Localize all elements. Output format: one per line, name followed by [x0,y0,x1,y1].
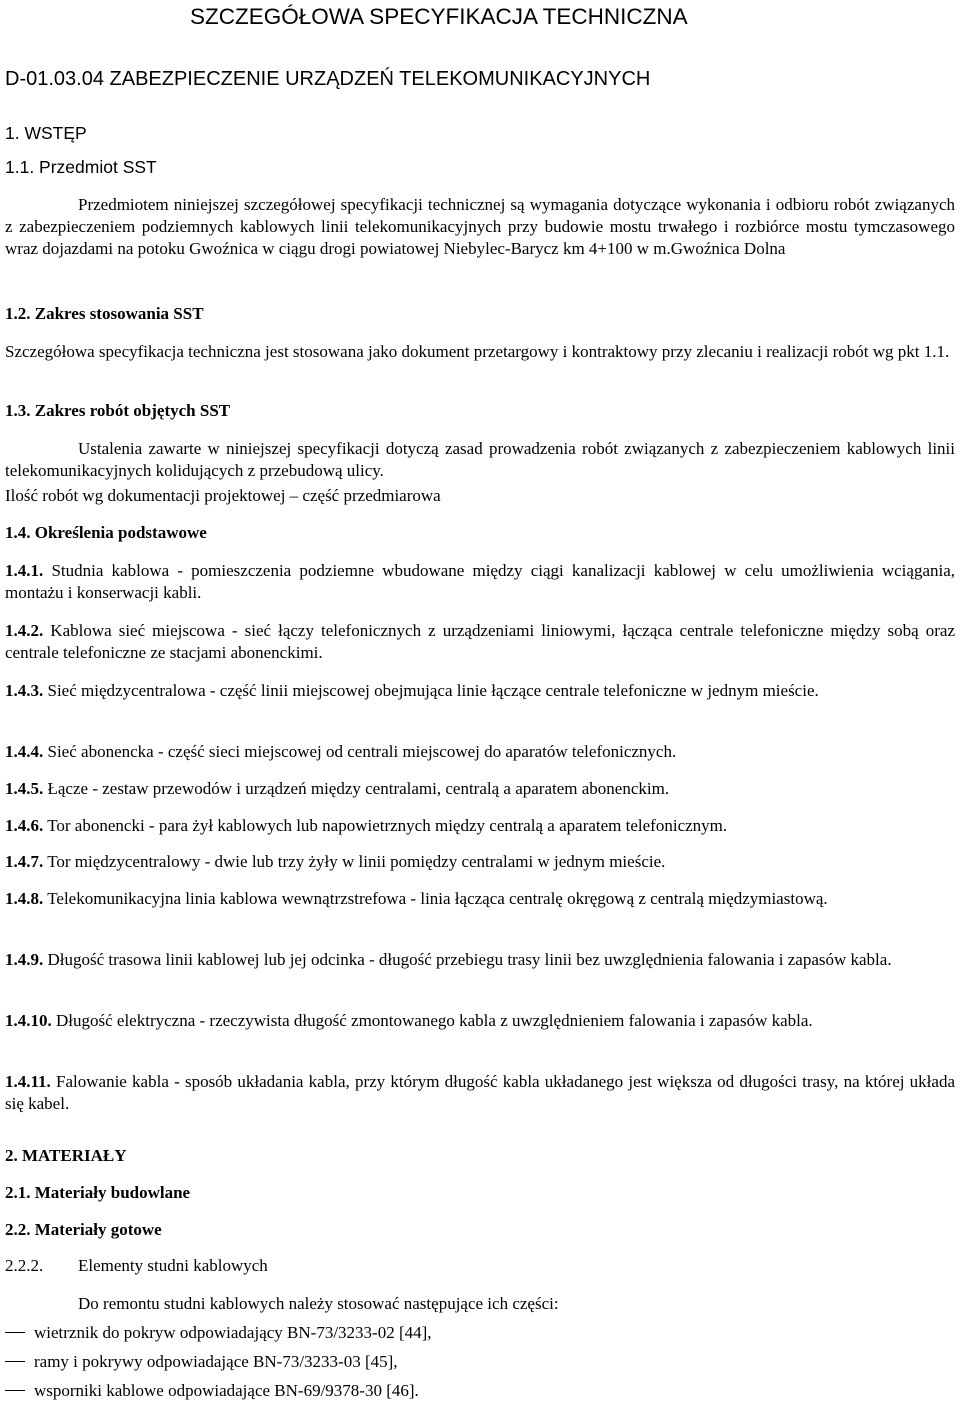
section-2-2-2-intro: Do remontu studni kablowych należy stosować następujące ich części: [78,1294,559,1313]
definition-text: Sieć abonencka - część sieci miejscowej od centrali miejscowej do aparatów telefonicznych. [47,742,677,761]
definition-text: Tor abonencki - para żył kablowych lub napowietrznych między centralą a aparatem telefonicznym. [47,816,728,835]
document-title: SZCZEGÓŁOWA SPECYFIKACJA TECHNICZNA [190,4,688,29]
definition-number: 1.4.3. [5,681,44,700]
definition-number: 1.4.8. [5,889,44,908]
section-1-3-quantity-text: Ilość robót wg dokumentacji projektowej – część przedmiarowa [5,486,441,505]
definition-item [5,778,955,800]
definition-item [5,741,955,763]
dash-bullet-icon [5,1361,25,1362]
section-2-heading: 2. MATERIAŁY [5,1146,127,1165]
definition-item [5,815,955,837]
definition-text: Falowanie kabla - sposób układania kabla, przy którym długość kabla układanego jest większa od długości trasy, na której układa się kabel. [5,1072,956,1113]
section-2-2-2-number: 2.2.2. [5,1256,44,1275]
list-item: wietrznik do pokryw odpowiadający BN-73/3233-02 [44], [34,1323,432,1342]
spec-code-heading: D-01.03.04 ZABEZPIECZENIE URZĄDZEŃ TELEKOMUNIKACYJNYCH [5,68,651,90]
section-1-heading: 1. WSTĘP [5,123,87,143]
section-1-1-text: Przedmiotem niniejszej szczegółowej specyfikacji technicznej są wymagania dotyczące wykonania i odbioru robót związanych z zabezpieczeniem podziemnych kablowych linii telekomunikacyjnych przy budowie mostu trwałego i rozbiórce mostu tymczasowego wraz dojazdami na potoku Gwoźnica w ciągu drogi powiatowej Niebylec-Barycz km 4+100 w m.Gwoźnica Dolna [5,195,955,258]
section-2-2-heading: 2.2. Materiały gotowe [5,1220,162,1239]
definition-item [5,620,955,664]
dash-bullet-icon [5,1332,25,1333]
definition-item [5,1071,955,1115]
definition-text: Kablowa sieć miejscowa - sieć łączy telefonicznych z urządzeniami liniowymi, łącząca centrale telefoniczne między sobą oraz centrale telefoniczne ze stacjami abonenckimi. [5,621,955,662]
definition-text: Telekomunikacyjna linia kablowa wewnątrzstrefowa - linia łącząca centralę okręgową z centralą międzymiastową. [47,889,828,908]
definition-text: Łącze - zestaw przewodów i urządzeń między centralami, centralą a aparatem abonenckim. [47,779,670,798]
definition-item [5,949,955,971]
section-1-1-heading: 1.1. Przedmiot SST [5,157,157,177]
definition-item [5,1010,955,1032]
definition-number: 1.4.4. [5,742,44,761]
list-item: wsporniki kablowe odpowiadające BN-69/9378-30 [46]. [34,1381,419,1400]
definition-number: 1.4.6. [5,816,44,835]
definition-text: Studnia kablowa - pomieszczenia podziemne wbudowane między ciągi kanalizacji kablowej w celu umożliwienia wciągania, montażu i konserwacji kabli. [5,561,956,602]
definition-number: 1.4.11. [5,1072,51,1091]
definition-item [5,851,955,873]
definition-text: Długość trasowa linii kablowej lub jej odcinka - długość przebiegu trasy linii bez uwzględnienia falowania i zapasów kabla. [47,950,892,969]
section-1-2-heading: 1.2. Zakres stosowania SST [5,304,204,323]
definition-text: Tor międzycentralowy - dwie lub trzy żyły w linii pomiędzy centralami w jednym mieście. [47,852,666,871]
definition-number: 1.4.9. [5,950,44,969]
section-2-2-2-title: Elementy studni kablowych [78,1256,268,1275]
definition-number: 1.4.10. [5,1011,52,1030]
definition-number: 1.4.5. [5,779,44,798]
section-1-3-text: Ustalenia zawarte w niniejszej specyfikacji dotyczą zasad prowadzenia robót związanych z zabezpieczeniem kablowych linii telekomunikacyjnych kolidujących z przebudową ulicy. [5,439,955,480]
list-item: ramy i pokrywy odpowiadające BN-73/3233-03 [45], [34,1352,398,1371]
section-2-1-heading: 2.1. Materiały budowlane [5,1183,191,1202]
section-1-3-heading: 1.3. Zakres robót objętych SST [5,401,231,420]
section-1-4-heading: 1.4. Określenia podstawowe [5,523,207,542]
definition-number: 1.4.2. [5,621,44,640]
definition-text: Długość elektryczna - rzeczywista długość zmontowanego kabla z uwzględnieniem falowania i zapasów kabla. [56,1011,813,1030]
definition-number: 1.4.7. [5,852,44,871]
section-1-2-text: Szczegółowa specyfikacja techniczna jest stosowana jako dokument przetargowy i kontraktowy przy zlecaniu i realizacji robót wg pkt 1.1. [5,342,950,361]
definition-item [5,560,955,604]
definition-item [5,680,955,702]
dash-bullet-icon [5,1390,25,1391]
definition-item [5,888,955,910]
definition-number: 1.4.1. [5,561,44,580]
definition-text: Sieć międzycentralowa - część linii miejscowej obejmująca linie łączące centrale telefoniczne w jednym mieście. [47,681,819,700]
